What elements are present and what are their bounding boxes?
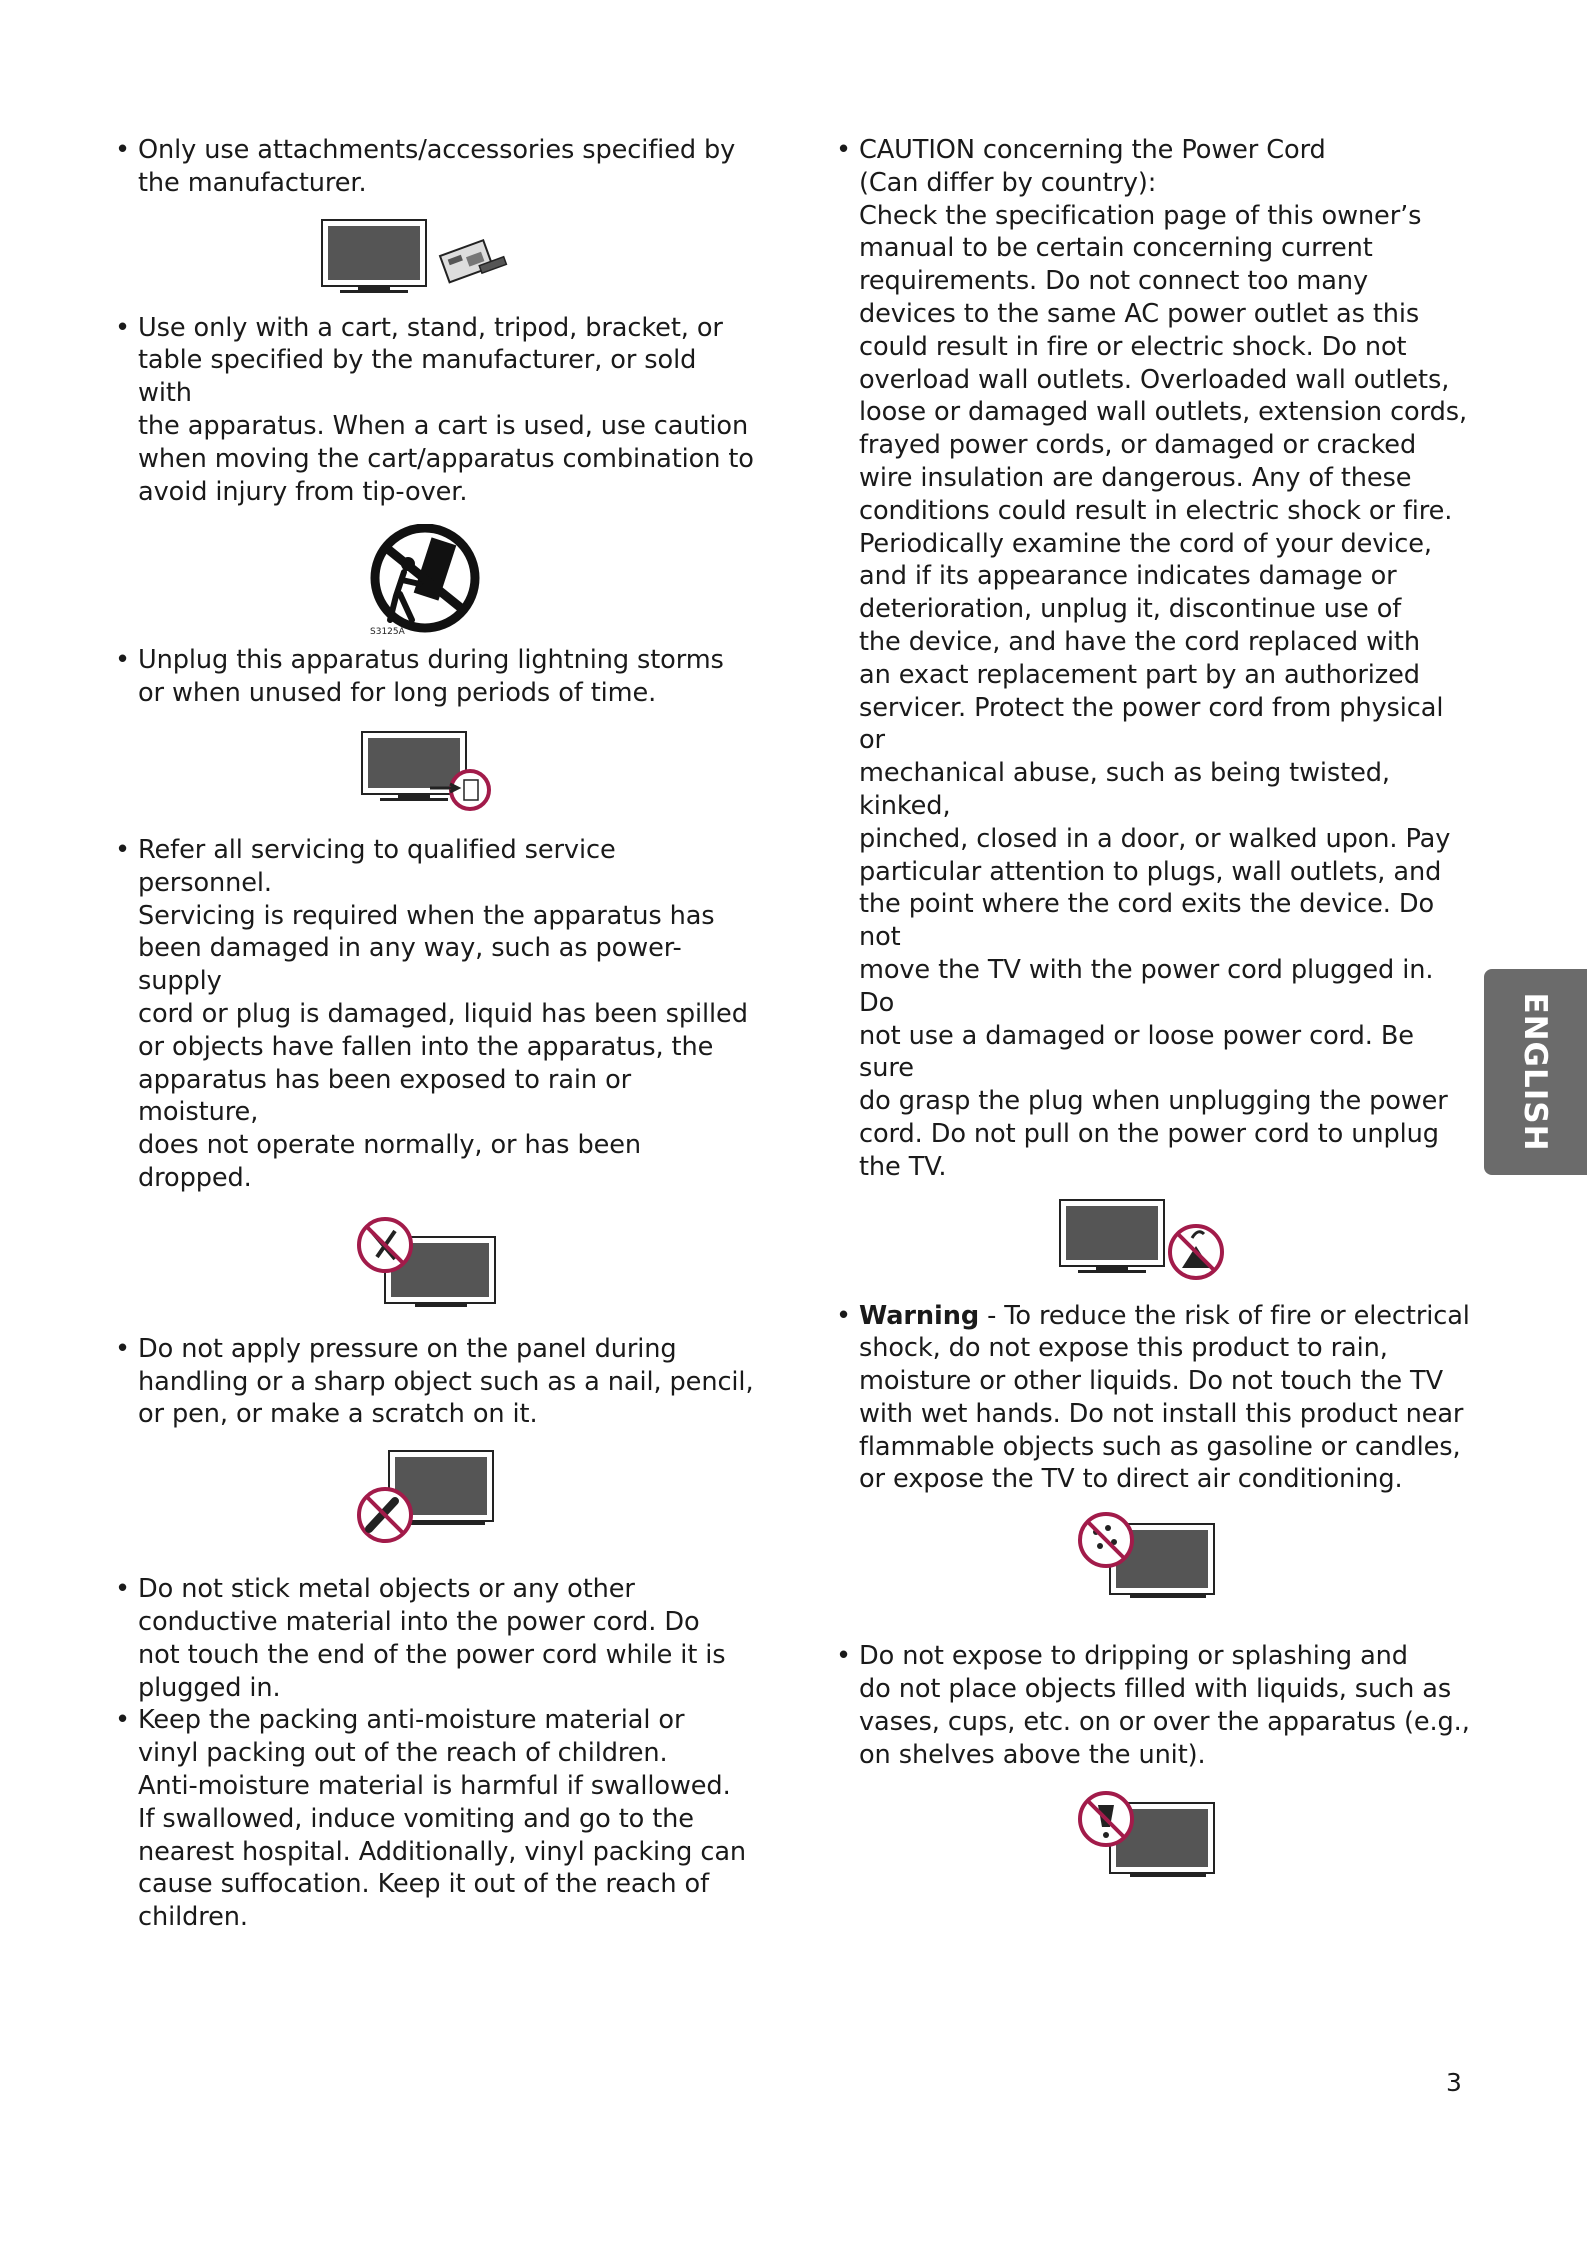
language-tab-label: ENGLISH bbox=[1517, 992, 1553, 1152]
bullet: • bbox=[115, 312, 130, 343]
bullet: • bbox=[115, 1333, 130, 1364]
warning-label: Warning bbox=[859, 1300, 980, 1331]
tv-accessories-icon bbox=[320, 218, 755, 298]
no-sharp-object-icon bbox=[355, 1449, 755, 1545]
bullet: • bbox=[836, 135, 851, 165]
bullet: • bbox=[115, 1574, 130, 1605]
unplug-tv-icon bbox=[360, 730, 755, 812]
cart-tipover-warning-icon bbox=[360, 524, 755, 636]
safety-text: Unplug this apparatus during lightning storms or when unused for long periods of time. bbox=[138, 645, 724, 709]
safety-item bbox=[115, 1333, 755, 1431]
safety-text: Use only with a cart, stand, tripod, bracket, or table specified by the manufacturer, or sold with the apparatus. When a cart is used, use caution when moving the cart/apparatus combination to avoid injury from tip-over. bbox=[138, 312, 754, 507]
warning-text: - To reduce the risk of fire or electrical shock, do not expose this product to rain, moisture or other liquids. Do not touch the TV with wet hands. Do not install this product near flammable objects such as gasoline or candles, or expose the TV to direct air conditioning. bbox=[859, 1300, 1470, 1495]
no-liquid-containers-icon bbox=[1076, 1789, 1476, 1887]
bullet: • bbox=[115, 834, 130, 865]
safety-item bbox=[836, 134, 1476, 1184]
safety-item bbox=[115, 834, 755, 1195]
safety-text: Do not apply pressure on the panel during handling or a sharp object such as a nail, pencil, or pen, or make a scratch on it. bbox=[138, 1333, 754, 1430]
safety-text: Keep the packing anti-moisture material or vinyl packing out of the reach of children. Anti-moisture material is harmful if swallowed. If swallowed, induce vomiting and go to the nearest hospital. Additionally, vinyl packing can cause suffocation. Keep it out of the reach of children. bbox=[138, 1705, 747, 1933]
illustration-code: S3125A bbox=[370, 627, 405, 637]
bullet: • bbox=[115, 1705, 130, 1736]
safety-item bbox=[115, 1573, 755, 1704]
safety-item bbox=[115, 644, 755, 710]
no-cord-overload-icon bbox=[1058, 1198, 1476, 1286]
bullet: • bbox=[115, 645, 130, 676]
safety-text: CAUTION concerning the Power Cord (Can differ by country): Check the specification page of this owner’s manual to be certain concerning current requirements. Do not connect too many devices to the same AC power outlet as this could result in fire or electric shock. Do not overload wall outlets. Overloaded wall outlets, loose or damaged wall outlets, extension cords, frayed power cords, or damaged or cracked wire insulation are dangerous. Any of these conditions could result in electric shock or fire. Periodically examine the cord of your device, and if its appearance indicates damage or deterioration, unplug it, discontinue use of the device, and have the cord replaced with an exact replacement part by an authorized servicer. Protect the power cord from physical or mechanical abuse, such as being twisted, kinked, pinched, closed in a door, or walked upon. Pay particular attention to plugs, wall outlets, and the point where the cord exits the device. Do not move the TV with the power cord plugged in. Do not use a damaged or loose power cord. Be sure do grasp the plug when unplugging the power cord. Do not pull on the power cord to unplug the TV. bbox=[859, 135, 1467, 1182]
safety-text: Do not expose to dripping or splashing and do not place objects filled with liquids, such as vases, cups, etc. on or over the apparatus (e.g., on shelves above the unit). bbox=[859, 1641, 1470, 1770]
safety-text: Do not stick metal objects or any other conductive material into the power cord. Do not touch the end of the power cord while it is plugged in. bbox=[138, 1574, 726, 1703]
right-column bbox=[836, 134, 1476, 1887]
safety-item bbox=[836, 1300, 1476, 1497]
safety-text: Only use attachments/accessories specified by the manufacturer. bbox=[138, 135, 736, 198]
no-self-service-icon bbox=[355, 1215, 755, 1315]
bullet: • bbox=[836, 1300, 851, 1331]
bullet: • bbox=[115, 135, 130, 165]
safety-text bbox=[859, 1300, 1476, 1497]
safety-item bbox=[115, 134, 755, 200]
page-number: 3 bbox=[1446, 2068, 1462, 2097]
safety-item bbox=[836, 1640, 1476, 1771]
safety-text: Refer all servicing to qualified service personnel. Servicing is required when the apparatus has been damaged in any way, such as power-supply cord or plug is damaged, liquid has been spilled or objects have fallen into the apparatus, the apparatus has been exposed to rain or moisture, does not operate normally, or has been dropped. bbox=[138, 834, 748, 1193]
language-tab bbox=[1484, 969, 1587, 1175]
safety-item bbox=[115, 312, 755, 509]
no-rain-moisture-icon bbox=[1076, 1510, 1476, 1608]
left-column bbox=[115, 134, 755, 1934]
bullet: • bbox=[836, 1641, 851, 1672]
safety-item bbox=[115, 1704, 755, 1934]
